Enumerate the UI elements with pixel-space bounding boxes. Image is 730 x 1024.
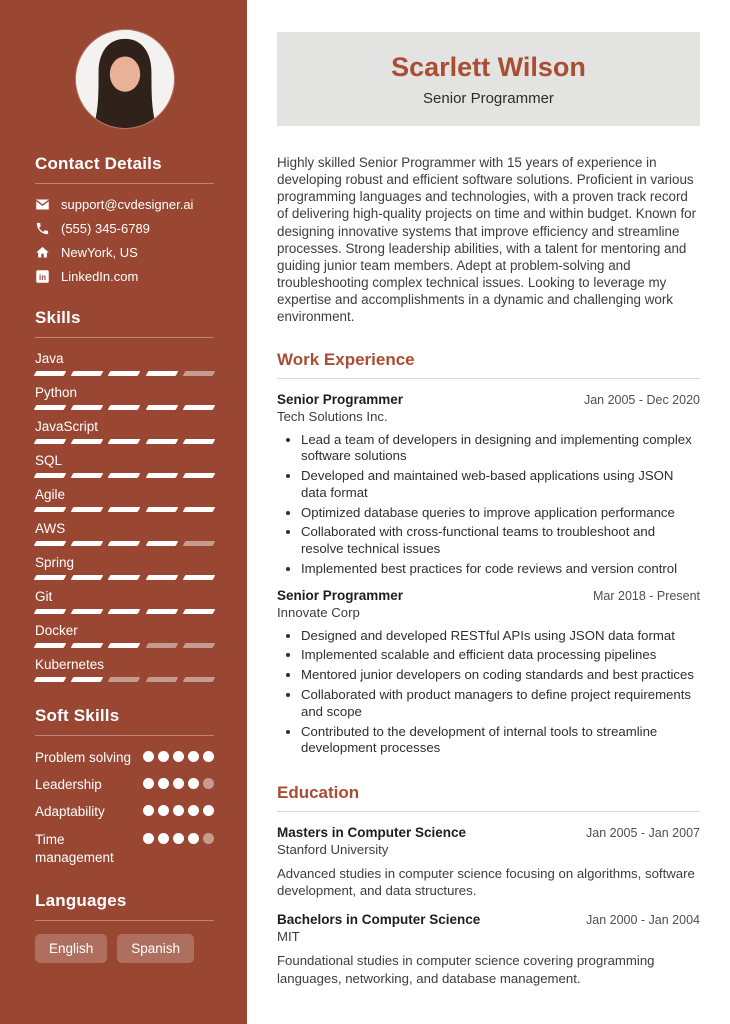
- soft-skills-heading: Soft Skills: [35, 706, 214, 736]
- education-degree: Masters in Computer Science: [277, 825, 467, 841]
- skill-bar-segment: [71, 643, 104, 648]
- skill-bar-segment: [108, 643, 141, 648]
- job-bullets: [277, 432, 700, 578]
- job-bullet: • Collaborated with product managers to define project requirements and scope: [301, 687, 700, 721]
- skill-bar-segment: [71, 371, 104, 376]
- education-dates: Jan 2005 - Jan 2007: [586, 826, 700, 841]
- language-chip: Spanish: [117, 934, 194, 963]
- name-header: [277, 32, 700, 126]
- soft-skill-dot: [203, 751, 214, 762]
- skill-level-bar: [35, 507, 214, 512]
- skill-item: [35, 487, 214, 512]
- skill-bar-segment: [34, 541, 67, 546]
- skill-bar-segment: [182, 405, 215, 410]
- education-entry: [277, 912, 700, 986]
- phone-icon: [35, 221, 50, 236]
- skill-bar-segment: [145, 473, 178, 478]
- skill-bar-segment: [108, 575, 141, 580]
- skill-level-bar: [35, 405, 214, 410]
- education-section: [277, 783, 700, 987]
- soft-skill-dot: [173, 751, 184, 762]
- job-entry-head: [277, 588, 700, 603]
- job-entry-head: [277, 392, 700, 407]
- languages-heading: Languages: [35, 891, 214, 921]
- soft-skill-dot: [173, 778, 184, 789]
- skill-bar-segment: [145, 507, 178, 512]
- education-description: Advanced studies in computer science focusing on algorithms, software development, and data structures.: [277, 866, 695, 899]
- skill-item: [35, 385, 214, 410]
- skill-bar-segment: [34, 643, 67, 648]
- job-company: Tech Solutions Inc.: [277, 408, 388, 424]
- skill-item: [35, 521, 214, 546]
- soft-skill-dot: [158, 778, 169, 789]
- languages-list: [35, 934, 214, 963]
- soft-skill-dot: [143, 805, 154, 816]
- skill-bar-segment: [34, 473, 67, 478]
- soft-skill-dot: [188, 751, 199, 762]
- skill-bar-segment: [34, 439, 67, 444]
- svg-text:in: in: [39, 272, 46, 282]
- contact-location-text: NewYork, US: [61, 245, 138, 260]
- soft-skill-dot: [158, 805, 169, 816]
- contact-email-text: support@cvdesigner.ai: [61, 197, 194, 212]
- job-company: Innovate Corp: [277, 604, 360, 620]
- profile-summary: Highly skilled Senior Programmer with 15 years of experience in developing robust and efficient software solutions. Proficient in various programming languages and technologies, with a proven track record of delivering high-quality projects on time and within budget. Known for designing innovative systems that improve efficiency and streamline processes. Strong leadership abilities, with a talent for mentoring and guiding junior team members. Adept at problem-solving and troubleshooting complex technical issues. Looking to leverage my expertise and accomplishments in a dynamic and challenging work environment.: [277, 155, 697, 325]
- skill-bar-segment: [34, 575, 67, 580]
- skill-bar-segment: [34, 507, 67, 512]
- skill-bar-segment: [108, 507, 141, 512]
- skill-level-bar: [35, 371, 214, 376]
- job-bullet: • Implemented best practices for code reviews and version control: [301, 561, 700, 578]
- skill-item: [35, 419, 214, 444]
- skill-item: [35, 555, 214, 580]
- job-title: Senior Programmer: [277, 391, 404, 407]
- skill-name: Kubernetes: [35, 657, 105, 672]
- skill-item: [35, 453, 214, 478]
- skill-name: AWS: [35, 521, 66, 536]
- work-experience-section: [277, 350, 700, 757]
- skill-name: Java: [35, 351, 64, 366]
- skill-name: Spring: [35, 555, 75, 570]
- job-dates: Jan 2005 - Dec 2020: [583, 392, 700, 407]
- job-bullet: • Contributed to the development of internal tools to streamline development processes: [301, 724, 700, 758]
- job-title: Senior Programmer: [277, 587, 404, 603]
- skill-bar-segment: [182, 507, 215, 512]
- skill-bar-segment: [34, 405, 67, 410]
- soft-skill-item: [35, 749, 214, 767]
- job-bullets: [277, 628, 700, 757]
- skill-bar-segment: [71, 507, 104, 512]
- skill-bar-segment: [34, 609, 67, 614]
- soft-skill-item: [35, 803, 214, 821]
- soft-skill-dot: [158, 751, 169, 762]
- skill-level-bar: [35, 541, 214, 546]
- skill-bar-segment: [71, 609, 104, 614]
- skill-level-bar: [35, 575, 214, 580]
- skill-level-bar: [35, 643, 214, 648]
- skill-bar-segment: [182, 473, 215, 478]
- skill-item: [35, 623, 214, 648]
- language-chip: English: [35, 934, 107, 963]
- skill-bar-segment: [145, 439, 178, 444]
- contact-heading: Contact Details: [35, 154, 214, 184]
- skill-bar-segment: [71, 677, 104, 682]
- soft-skill-level-dots: [143, 831, 214, 844]
- soft-skill-name: Leadership: [35, 777, 102, 793]
- email-icon: [35, 197, 50, 212]
- contact-item-email[interactable]: [35, 197, 214, 212]
- education-description: Foundational studies in computer science covering programming languages, networking, and database management.: [277, 953, 655, 986]
- skill-bar-segment: [71, 541, 104, 546]
- job-dates: Mar 2018 - Present: [593, 588, 700, 603]
- work-experience-heading: Work Experience: [277, 350, 700, 379]
- soft-skill-dot: [158, 833, 169, 844]
- soft-skill-dot: [143, 751, 154, 762]
- skill-bar-segment: [108, 405, 141, 410]
- soft-skill-item: [35, 831, 214, 867]
- soft-skill-dot: [143, 833, 154, 844]
- education-entry-head: [277, 825, 700, 840]
- skill-bar-segment: [34, 677, 67, 682]
- skill-bar-segment: [34, 371, 67, 376]
- soft-skill-name: Adaptability: [35, 804, 105, 820]
- skill-bar-segment: [182, 643, 215, 648]
- education-entry: [277, 825, 700, 899]
- soft-skill-dot: [188, 805, 199, 816]
- soft-skill-dot: [143, 778, 154, 789]
- soft-skill-dot: [203, 805, 214, 816]
- skill-bar-segment: [71, 405, 104, 410]
- profile-photo: [76, 30, 174, 128]
- education-dates: Jan 2000 - Jan 2004: [586, 913, 700, 928]
- profile-photo-illustration: [76, 30, 174, 128]
- soft-skill-name: Time management: [35, 831, 114, 865]
- soft-skill-level-dots: [143, 803, 214, 816]
- skill-bar-segment: [182, 541, 215, 546]
- skill-bar-segment: [108, 609, 141, 614]
- job-bullet: • Collaborated with cross-functional teams to troubleshoot and resolve technical issues: [301, 524, 700, 558]
- job-bullet: • Developed and maintained web-based applications using JSON data format: [301, 468, 700, 502]
- education-heading: Education: [277, 783, 700, 812]
- skill-item: [35, 589, 214, 614]
- skill-bar-segment: [182, 371, 215, 376]
- skill-level-bar: [35, 473, 214, 478]
- job-bullet: • Mentored junior developers on coding standards and best practices: [301, 667, 700, 684]
- contact-item-phone: [35, 221, 214, 236]
- skill-bar-segment: [145, 609, 178, 614]
- skill-bar-segment: [145, 371, 178, 376]
- soft-skill-item: [35, 776, 214, 794]
- contact-item-location: [35, 245, 214, 260]
- skill-bar-segment: [182, 677, 215, 682]
- skill-name: Agile: [35, 487, 66, 502]
- soft-skill-level-dots: [143, 776, 214, 789]
- candidate-title: Senior Programmer: [423, 90, 554, 107]
- soft-skills-list: [35, 749, 214, 867]
- skill-bar-segment: [182, 575, 215, 580]
- sidebar: [0, 0, 247, 1024]
- soft-skill-dot: [188, 833, 199, 844]
- skill-bar-segment: [108, 677, 141, 682]
- skill-item: [35, 351, 214, 376]
- skill-name: JavaScript: [35, 419, 99, 434]
- skill-level-bar: [35, 609, 214, 614]
- soft-skill-dot: [188, 778, 199, 789]
- skill-name: Docker: [35, 623, 78, 638]
- skill-level-bar: [35, 439, 214, 444]
- skill-bar-segment: [71, 439, 104, 444]
- contact-phone-text: (555) 345-6789: [61, 221, 150, 236]
- job-bullet: • Optimized database queries to improve application performance: [301, 505, 700, 522]
- job-entry: [277, 392, 700, 578]
- contact-item-linkedin[interactable]: [35, 269, 214, 284]
- skill-bar-segment: [182, 609, 215, 614]
- skill-bar-segment: [108, 541, 141, 546]
- skill-bar-segment: [145, 677, 178, 682]
- job-bullet: • Implemented scalable and efficient data processing pipelines: [301, 647, 700, 664]
- skills-section: [35, 308, 214, 682]
- soft-skill-dot: [173, 805, 184, 816]
- skill-level-bar: [35, 677, 214, 682]
- skill-name: Git: [35, 589, 53, 604]
- skill-item: [35, 657, 214, 682]
- skill-bar-segment: [145, 643, 178, 648]
- candidate-name: Scarlett Wilson: [391, 52, 586, 82]
- education-school: Stanford University: [277, 842, 389, 858]
- skill-bar-segment: [71, 575, 104, 580]
- soft-skill-name: Problem solving: [35, 750, 132, 765]
- job-bullet: • Designed and developed RESTful APIs using JSON data format: [301, 628, 700, 645]
- education-entry-head: [277, 912, 700, 927]
- contact-linkedin-text: LinkedIn.com: [61, 269, 139, 284]
- skill-bar-segment: [182, 439, 215, 444]
- soft-skill-level-dots: [143, 749, 214, 762]
- main-content: [247, 0, 730, 1024]
- skills-list: [35, 351, 214, 682]
- skill-bar-segment: [145, 575, 178, 580]
- skill-name: SQL: [35, 453, 63, 468]
- job-entry: [277, 588, 700, 757]
- home-icon: [35, 245, 50, 260]
- skill-bar-segment: [145, 405, 178, 410]
- skills-heading: Skills: [35, 308, 214, 338]
- soft-skill-dot: [203, 833, 214, 844]
- soft-skill-dot: [203, 778, 214, 789]
- linkedin-icon: [35, 269, 50, 284]
- contact-section: [35, 154, 214, 284]
- soft-skill-dot: [173, 833, 184, 844]
- skill-bar-segment: [145, 541, 178, 546]
- skill-bar-segment: [108, 439, 141, 444]
- education-degree: Bachelors in Computer Science: [277, 912, 481, 928]
- skill-name: Python: [35, 385, 78, 400]
- education-list: [277, 825, 700, 987]
- job-bullet: • Lead a team of developers in designing and implementing complex software solutions: [301, 432, 700, 466]
- languages-section: [35, 891, 214, 963]
- soft-skills-section: [35, 706, 214, 867]
- jobs-list: [277, 392, 700, 757]
- education-school: MIT: [277, 929, 300, 945]
- skill-bar-segment: [71, 473, 104, 478]
- skill-bar-segment: [108, 473, 141, 478]
- skill-bar-segment: [108, 371, 141, 376]
